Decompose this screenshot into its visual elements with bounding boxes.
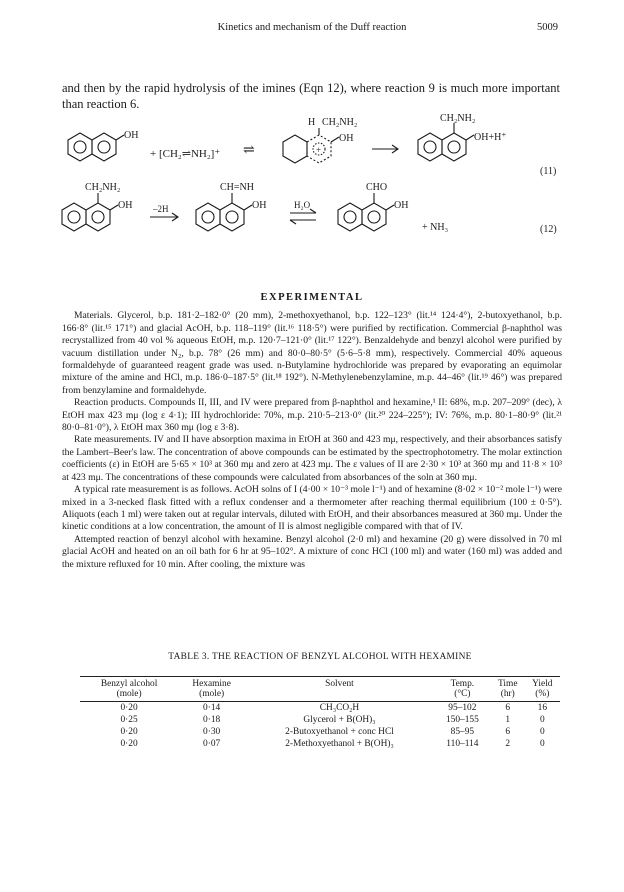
table-cell: 0 xyxy=(539,727,545,737)
column-header: Hexamine (mole) xyxy=(192,679,231,699)
nh3-label: + NH₃ xyxy=(422,222,449,233)
oh-label-2: OH xyxy=(339,133,354,144)
naphthol-structure xyxy=(68,133,124,161)
oh-label: OH xyxy=(124,130,139,141)
table-cell: 2-Methoxyethanol + B(OH)₃ xyxy=(285,739,394,749)
table-row xyxy=(80,714,560,726)
table-cell: 110–114 xyxy=(446,739,479,749)
table-cell: CH₃CO₂H xyxy=(319,703,360,713)
cho-label: CHO xyxy=(366,182,388,193)
table-cell: 0·20 xyxy=(120,703,138,713)
table-cell: 95–102 xyxy=(448,703,477,713)
table-cell: 0·25 xyxy=(120,715,138,725)
ch-nh-label: CH=NH xyxy=(220,182,254,193)
oh-label-4: OH xyxy=(252,200,267,211)
intro-paragraph: and then by the rapid hydrolysis of the imines (Eqn 12), where reaction 9 is much more important than reaction 6. xyxy=(62,81,560,111)
equation-12-number: (12) xyxy=(540,224,557,235)
column-header: Solvent xyxy=(325,679,354,689)
column-header: Benzyl alcohol (mole) xyxy=(100,679,158,699)
oh-label-5: OH xyxy=(394,200,409,211)
table-cell: 6 xyxy=(505,703,511,713)
ch2nh2-product-label: CH₂NH₂ xyxy=(440,113,476,124)
page-number: 5009 xyxy=(537,22,558,33)
table-row xyxy=(80,702,560,715)
rate-paragraph: Rate measurements. IV and II have absorption maxima in EtOH at 360 and 423 mμ, respectively, and their absorbances satisfy the Lambert–Beer's law. The concentration of above compounds can be estimated by the spectrophotometry. The molar extinction coefficients (ε) in EtOH are 5·65 × 10³ at 360 mμ and zero at 423 mμ. The ε values of II are 2·30 × 10³ at 360 mμ and 11·8 × 10³ at 423 mμ. The concentrations of these compounds were calculated from absorbances of the soln at 360 mμ. xyxy=(62,434,562,483)
table-cell: 85–95 xyxy=(450,727,475,737)
reaction-scheme xyxy=(0,0,624,290)
table-cell: Glycerol + B(OH)₃ xyxy=(303,715,376,725)
table-cell: 0 xyxy=(539,715,545,725)
aldehyde-structure xyxy=(338,193,394,231)
table-row xyxy=(80,738,560,750)
arenium-intermediate xyxy=(283,128,339,163)
experimental-section xyxy=(62,292,562,571)
table-3 xyxy=(80,652,560,750)
table-cell: 2-Butoxyethanol + conc HCl xyxy=(285,727,394,737)
imine-structure xyxy=(196,193,252,231)
equilibrium-arrow: ⇌ xyxy=(243,143,255,158)
ch2nh2-label-2: CH₂NH₂ xyxy=(85,182,121,193)
table-cell: 0 xyxy=(539,739,545,749)
table-cell: 16 xyxy=(537,703,548,713)
table-cell: 0·07 xyxy=(203,739,221,749)
table-cell: 2 xyxy=(505,739,511,749)
aminomethyl-naphthol-structure-2 xyxy=(62,193,118,231)
table-caption: TABLE 3. THE REACTION OF BENZYL ALCOHOL WITH HEXAMINE xyxy=(168,652,472,662)
table-cell: 0·14 xyxy=(203,703,221,713)
materials-paragraph: Materials. Glycerol, b.p. 181·2–182·0° (20 mm), 2-methoxyethanol, b.p. 122–123° (lit.¹⁴ 124·4°), 2-butoxyethanol, b.p. 166·8° (lit.¹⁵ 171°) and glacial AcOH, b.p. 118–119° (lit.¹⁶ 118·5°) were purified by rectification. Commercial β-naphthol was recrystallized from 40 vol % aqueous EtOH, m.p. 120·7–121·0° (lit.¹⁷ 122°). Benzaldehyde and benzyl alcohol were purified by vacuum distillation under N₂, b.p. 78° (26 mm) and 80·0–80·5° (5·6–5·8 mm), respectively. Commercial 40% aqueous formaldehyde of guaranteed reagent grade was used. n-Butylamine hydrochloride was prepared by evaporating an equimolar mixture of the amine and HCl, m.p. 186·0–187·5° (lit.¹⁸ 192°). N-Methylenebenzylamine, m.p. 44–46° (lit.¹⁹ 46°) was prepared from benzylamine and formaldehyde. xyxy=(62,310,562,396)
typical-measurement-paragraph: A typical rate measurement is as follows. AcOH solns of I (4·00 × 10⁻³ mole l⁻¹) and of hexamine (8·02 × 10⁻² mole l⁻¹) were mixed in a 3-necked flask fitted with a reflux condenser and a thermometer after reaching thermal equilibrium (100 ± 0·5°). Aliquots (each 1 ml) were taken out at regular intervals, diluted with EtOH, and their absorbances measured at 360 mμ. Under the kinetic conditions at a low concentration, the amount of II is almost negligible compared with that of IV. xyxy=(62,484,562,533)
positive-charge: + xyxy=(316,145,322,155)
products-paragraph: Reaction products. Compounds II, III, and IV were prepared from β-naphthol and hexamine,¹ II: 68%, m.p. 207–209° (dec), λ EtOH max 423 mμ (log ε 4·1); III hydrochloride: 70%, m.p. 210·5–213·0° (lit.²⁰ 224–225°); IV: 76%, m.p. 80·1–80·9° (lit.²¹ 80·0–81·0°), λ EtOH max 360 mμ (log ε 3·8). xyxy=(62,397,562,434)
running-title: Kinetics and mechanism of the Duff reaction xyxy=(217,22,407,33)
table-cell: 0·30 xyxy=(203,727,221,737)
column-header: Temp. (°C) xyxy=(450,679,475,699)
table-cell: 0·20 xyxy=(120,739,138,749)
benzyl-alcohol-paragraph: Attempted reaction of benzyl alcohol with hexamine. Benzyl alcohol (2·0 ml) and hexamine (20 g) were dissolved in 70 ml glacial AcOH and heated on an oil bath for 6 hr at 95–102°. A mixture of conc HCl (100 ml) and water (160 ml) was added and the mixture refluxed for 10 min. After cooling, the mixture was xyxy=(62,533,562,570)
column-header: Yield (%) xyxy=(532,679,553,699)
oh-label-3: OH xyxy=(118,200,133,211)
table-cell: 6 xyxy=(505,727,511,737)
table-header-row xyxy=(80,677,560,702)
section-heading: EXPERIMENTAL xyxy=(260,292,364,303)
h-label: H xyxy=(308,117,316,128)
aminomethyl-naphthol-structure xyxy=(418,123,474,161)
minus-2h-label: –2H xyxy=(153,204,169,214)
iminium-reagent: + [CH₂⇌NH₂]⁺ xyxy=(150,148,221,160)
table-cell: 1 xyxy=(505,715,511,725)
table-cell: 0·18 xyxy=(203,715,221,725)
column-header: Time (hr) xyxy=(498,679,518,699)
equation-11-number: (11) xyxy=(540,166,557,177)
h2o-label: H₂O xyxy=(294,200,311,210)
table-row xyxy=(80,726,560,738)
data-table xyxy=(80,676,560,750)
ch2nh2-label: CH₂NH₂ xyxy=(322,117,358,128)
table-cell: 150–155 xyxy=(445,715,479,725)
table-cell: 0·20 xyxy=(120,727,138,737)
oh-h-label: OH+H⁺ xyxy=(474,132,507,143)
